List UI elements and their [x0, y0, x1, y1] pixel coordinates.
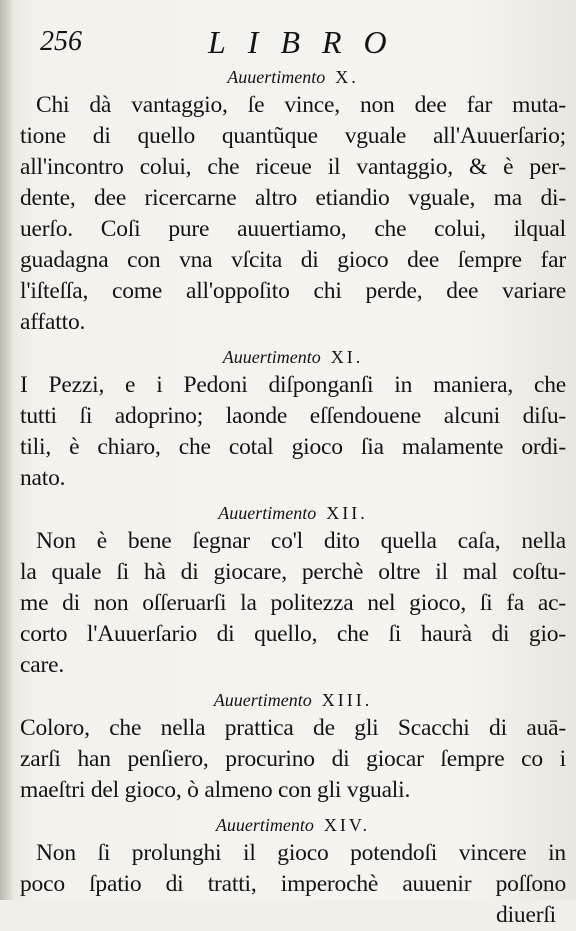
text-line: la quale ſi hà di giocare, perchè oltre il mal coſtu-: [20, 559, 566, 585]
text-line: I Pezzi, e i Pedoni diſponganſi in maniera, che: [20, 372, 566, 398]
running-title: LIBRO: [208, 24, 409, 60]
catchword: diuerſi: [496, 902, 556, 928]
text-line: care.: [20, 652, 64, 678]
page-number: 256: [40, 26, 82, 57]
text-line: tili, è chiaro, che cotal gioco ſia malamente ordi-: [20, 434, 566, 460]
text-line: tutti ſi adoprino; laonde eſſendouene alcuni diſu-: [20, 403, 566, 429]
text-line: uerſo. Coſi pure auuertiamo, che colui, ilqual: [20, 216, 566, 242]
page-header: [40, 24, 556, 60]
text-line: tione di quello quantũque vguale all'Auuerſario;: [20, 123, 566, 149]
heading-label: Auuertimento: [222, 347, 321, 367]
section-heading: [20, 687, 566, 713]
heading-label: Auuertimento: [227, 67, 326, 87]
heading-numeral: XI.: [330, 347, 364, 367]
text-line: all'incontro colui, che riceue il vantaggio, & è per-: [20, 154, 566, 180]
heading-label: Auuertimento: [213, 690, 312, 710]
section-heading: [20, 344, 566, 370]
heading-label: Auuertimento: [215, 815, 314, 835]
text-line: affatto.: [20, 309, 86, 335]
text-line: Non ſi prolunghi il gioco potendoſi vincere in: [36, 840, 566, 866]
text-line: zarſi han penſiero, procurino di giocar ſempre co i: [20, 746, 566, 772]
section-heading: [20, 812, 566, 838]
text-line: Non è bene ſegnar co'l dito quella caſa, nella: [36, 528, 566, 554]
text-line: guadagna con vna vſcita di gioco dee ſempre far: [20, 247, 566, 273]
page-gutter-shadow: [0, 0, 14, 900]
section-heading: [20, 500, 566, 526]
heading-label: Auuertimento: [218, 503, 317, 523]
text-line: l'iſteſſa, come all'oppoſito chi perde, dee variare: [20, 278, 566, 304]
text-line: dente, dee ricercarne altro etiandio vguale, ma di-: [20, 185, 566, 211]
section-heading: [20, 64, 566, 90]
heading-numeral: XII.: [326, 503, 368, 523]
page-body: [20, 64, 566, 931]
text-line: Chi dà vantaggio, ſe vince, non dee far muta-: [36, 92, 566, 118]
text-line: poco ſpatio di tratti, imperochè auuenir poſſono: [20, 871, 566, 897]
text-line: Coloro, che nella prattica de gli Scacchi di auā-: [20, 715, 566, 741]
text-line: me di non oſſeruarſi la politezza nel gioco, ſi fa ac-: [20, 590, 566, 616]
text-line: maeſtri del gioco, ò almeno con gli vguali.: [20, 777, 411, 803]
heading-numeral: XIII.: [321, 690, 373, 710]
text-line: corto l'Auuerſario di quello, che ſi haurà di gio-: [20, 621, 566, 647]
heading-numeral: X.: [335, 67, 359, 87]
text-line: nato.: [20, 465, 66, 491]
heading-numeral: XIV.: [323, 815, 371, 835]
